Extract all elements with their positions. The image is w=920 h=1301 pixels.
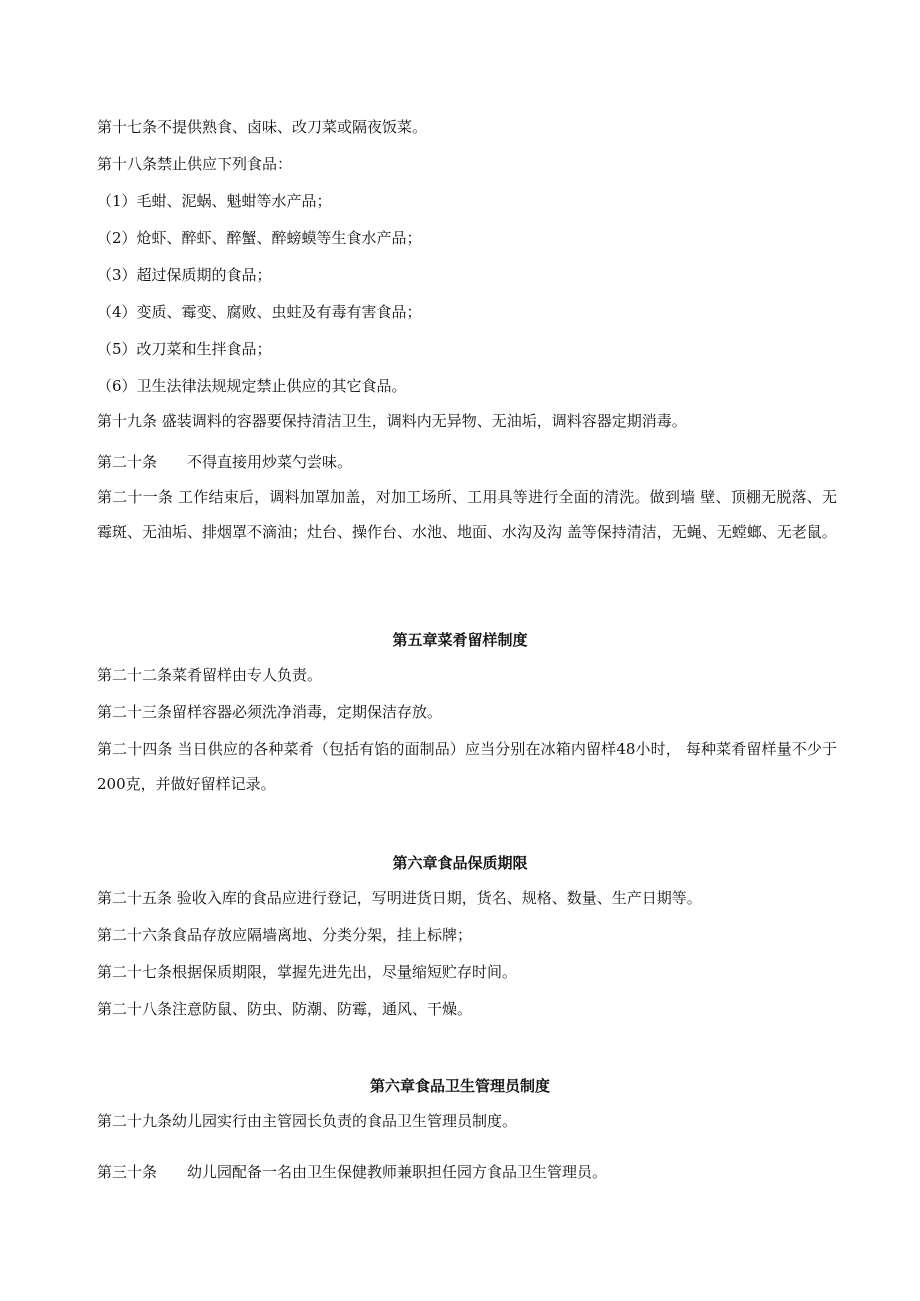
- article-30-text: 幼儿园配备一名由卫生保健教师兼职担任园方食品卫生管理员。: [187, 1163, 608, 1181]
- article-24: 第二十四条 当日供应的各种菜肴（包括有馅的面制品）应当分别在冰箱内留样48小时， 每种菜肴留样量不少于200克，并做好留样记录。: [97, 740, 837, 793]
- article-28: 第二十八条注意防鼠、防虫、防潮、防霉，通风、干燥。: [97, 1000, 473, 1018]
- article-25: 第二十五条 验收入库的食品应进行登记，写明进货日期，货名、规格、数量、生产日期等。: [97, 889, 702, 907]
- chapter-6-title-shelf-life: 第六章食品保质期限: [392, 854, 528, 872]
- article-18: 第十八条禁止供应下列食品：: [97, 155, 293, 173]
- article-26: 第二十六条食品存放应隔墙离地、分类分架，挂上标牌；: [97, 926, 473, 944]
- article-18-item-1: （1）毛蚶、泥蜗、魁蚶等水产品；: [97, 192, 332, 210]
- article-30-label: 第三十条: [97, 1163, 158, 1181]
- article-22: 第二十二条菜肴留样由专人负责。: [97, 666, 323, 684]
- article-19: 第十九条 盛装调料的容器要保持清洁卫生，调料内无异物、无油垢，调料容器定期消毒。: [97, 412, 687, 430]
- article-20-label: 第二十条: [97, 453, 158, 471]
- article-18-item-5: （5）改刀菜和生拌食品；: [97, 340, 272, 358]
- article-30: [97, 1162, 837, 1182]
- article-27: 第二十七条根据保质期限，掌握先进先出，尽量缩短贮存时间。: [97, 963, 518, 981]
- article-18-item-3: （3）超过保质期的食品；: [97, 266, 272, 284]
- article-23: 第二十三条留样容器必须洗净消毒，定期保洁存放。: [97, 703, 443, 721]
- chapter-6-title-hygiene-admin: 第六章食品卫生管理员制度: [369, 1077, 550, 1095]
- chapter-5-title: 第五章菜肴留样制度: [392, 631, 528, 649]
- article-17: 第十七条不提供熟食、卤味、改刀菜或隔夜饭菜。: [97, 118, 428, 136]
- article-20: [97, 452, 837, 472]
- article-29: 第二十九条幼儿园实行由主管园长负责的食品卫生管理员制度。: [97, 1112, 518, 1130]
- article-21: 第二十一条 工作结束后，调料加罩加盖，对加工场所、工用具等进行全面的清洗。做到墙 壁、顶棚无脱落、无霉斑、无油垢、排烟罩不滴油；灶台、操作台、水池、地面、水沟及沟 盖等保持清洁，无蝇、无螳螂、无老鼠。: [97, 488, 837, 541]
- article-18-item-4: （4）变质、霉变、腐败、虫蛀及有毒有害食品；: [97, 303, 422, 321]
- article-20-text: 不得直接用炒菜勺尝味。: [187, 453, 353, 471]
- article-18-item-2: （2）炝虾、醉虾、醉蟹、醉螃蟆等生食水产品；: [97, 229, 422, 247]
- article-18-item-6: （6）卫生法律法规规定禁止供应的其它食品。: [97, 377, 407, 395]
